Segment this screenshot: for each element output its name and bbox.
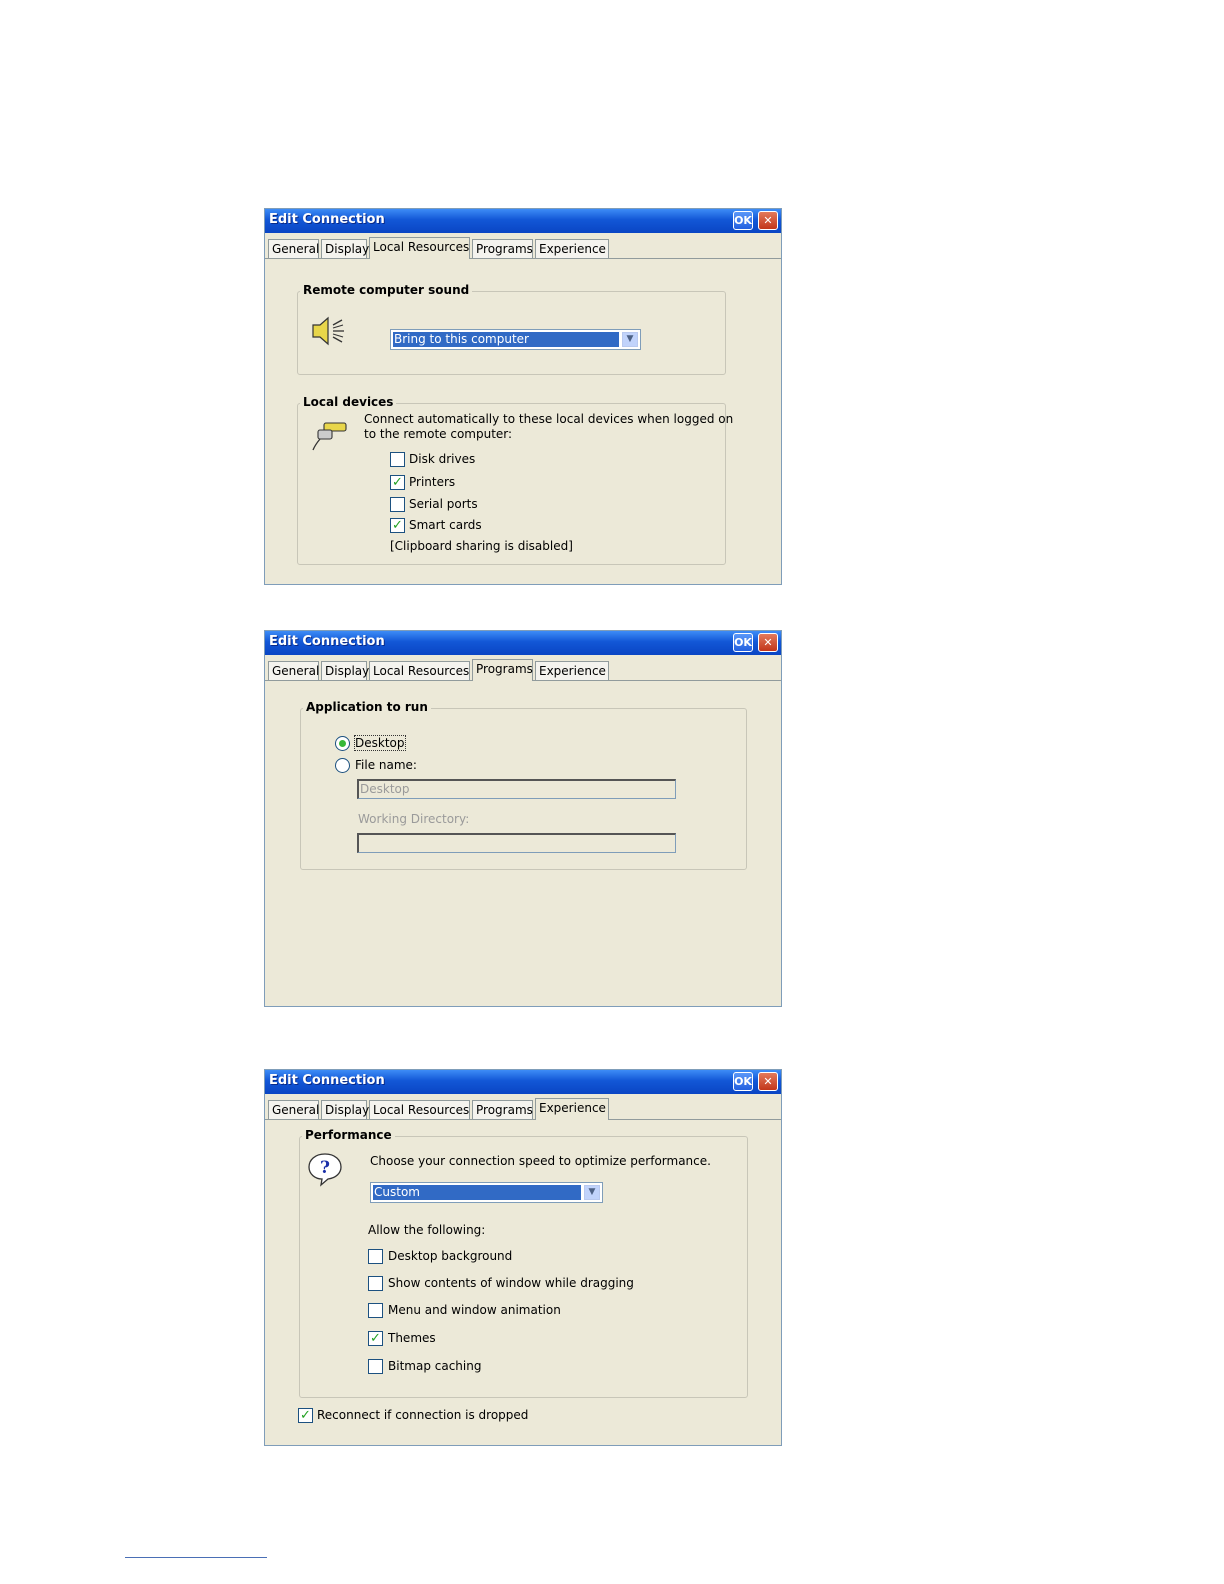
connection-speed-value: Custom [373, 1185, 581, 1200]
devices-description-line2: to the remote computer: [364, 427, 513, 441]
tab-experience[interactable]: Experience [535, 661, 609, 680]
smart-cards-label: Smart cards [409, 518, 482, 532]
printers-label: Printers [409, 475, 456, 489]
ok-button[interactable]: OK [733, 211, 753, 230]
file-name-radio[interactable] [335, 758, 350, 773]
close-button[interactable]: ✕ [758, 633, 778, 652]
working-directory-label: Working Directory: [358, 812, 470, 826]
show-window-contents-checkbox[interactable] [368, 1276, 383, 1291]
performance-group [299, 1128, 748, 1398]
chevron-down-icon[interactable]: ▼ [622, 332, 638, 347]
edit-connection-dialog-experience [264, 1069, 782, 1446]
devices-description-line1: Connect automatically to these local devices when logged on [364, 412, 734, 426]
tab-local-resources[interactable]: Local Resources [369, 661, 470, 680]
edit-connection-dialog-programs [264, 630, 782, 1007]
printers-checkbox[interactable]: ✓ [390, 475, 405, 490]
tab-programs[interactable]: Programs [472, 1100, 533, 1119]
devices-group [297, 395, 734, 565]
show-window-contents-label: Show contents of window while dragging [388, 1276, 634, 1290]
sound-dropdown[interactable] [390, 329, 641, 350]
clipboard-note: [Clipboard sharing is disabled] [390, 539, 573, 553]
window-title: Edit Connection [269, 634, 385, 649]
tab-experience[interactable]: Experience [535, 239, 609, 258]
tab-general[interactable]: General [268, 661, 319, 680]
working-directory-field[interactable] [357, 833, 676, 853]
speaker-icon [310, 314, 348, 348]
help-question-icon [306, 1151, 344, 1187]
devices-group-title: Local devices [300, 395, 396, 409]
chevron-down-icon[interactable]: ▼ [584, 1185, 600, 1200]
sound-dropdown-value: Bring to this computer [393, 332, 619, 347]
allow-following-label: Allow the following: [368, 1223, 486, 1237]
reconnect-checkbox[interactable]: ✓ [298, 1408, 313, 1423]
tab-general[interactable]: General [268, 239, 319, 258]
reconnect-label: Reconnect if connection is dropped [317, 1408, 529, 1422]
bitmap-caching-label: Bitmap caching [388, 1359, 482, 1373]
tab-programs[interactable]: Programs [472, 239, 533, 258]
bitmap-caching-checkbox[interactable] [368, 1359, 383, 1374]
close-button[interactable]: ✕ [758, 211, 778, 230]
footnote-separator [125, 1557, 267, 1558]
tab-experience[interactable]: Experience [535, 1098, 609, 1120]
disk-drives-label: Disk drives [409, 452, 476, 466]
svg-text:?: ? [320, 1158, 330, 1178]
ok-button[interactable]: OK [733, 633, 753, 652]
desktop-radio-label: Desktop [355, 736, 405, 750]
connection-speed-dropdown[interactable] [370, 1182, 603, 1203]
tab-general[interactable]: General [268, 1100, 319, 1119]
smart-cards-checkbox[interactable]: ✓ [390, 518, 405, 533]
title-bar [265, 1070, 781, 1094]
file-name-radio-label: File name: [355, 758, 417, 772]
themes-checkbox[interactable]: ✓ [368, 1331, 383, 1346]
desktop-radio[interactable] [335, 736, 350, 751]
tab-display[interactable]: Display [321, 661, 367, 680]
tab-programs[interactable]: Programs [472, 659, 533, 681]
window-title: Edit Connection [269, 212, 385, 227]
title-bar [265, 209, 781, 233]
performance-group-title: Performance [302, 1128, 395, 1142]
window-title: Edit Connection [269, 1073, 385, 1088]
sound-group-title: Remote computer sound [300, 283, 472, 297]
serial-ports-checkbox[interactable] [390, 497, 405, 512]
tab-local-resources[interactable]: Local Resources [369, 237, 470, 259]
tab-display[interactable]: Display [321, 239, 367, 258]
title-bar [265, 631, 781, 655]
sound-group [297, 283, 726, 375]
tab-divider [265, 1119, 781, 1120]
tab-divider [265, 258, 781, 259]
themes-label: Themes [388, 1331, 436, 1345]
menu-animation-checkbox[interactable] [368, 1303, 383, 1318]
ok-button[interactable]: OK [733, 1072, 753, 1091]
application-group [300, 700, 747, 870]
desktop-background-checkbox[interactable] [368, 1249, 383, 1264]
desktop-background-label: Desktop background [388, 1249, 513, 1263]
edit-connection-dialog-local-resources [264, 208, 782, 585]
tab-display[interactable]: Display [321, 1100, 367, 1119]
disk-drives-checkbox[interactable] [390, 452, 405, 467]
application-group-title: Application to run [303, 700, 431, 714]
tab-local-resources[interactable]: Local Resources [369, 1100, 470, 1119]
plug-icon [310, 420, 350, 452]
file-name-field[interactable]: Desktop [357, 779, 676, 799]
performance-description: Choose your connection speed to optimize performance. [370, 1154, 711, 1168]
serial-ports-label: Serial ports [409, 497, 478, 511]
close-button[interactable]: ✕ [758, 1072, 778, 1091]
menu-animation-label: Menu and window animation [388, 1303, 561, 1317]
